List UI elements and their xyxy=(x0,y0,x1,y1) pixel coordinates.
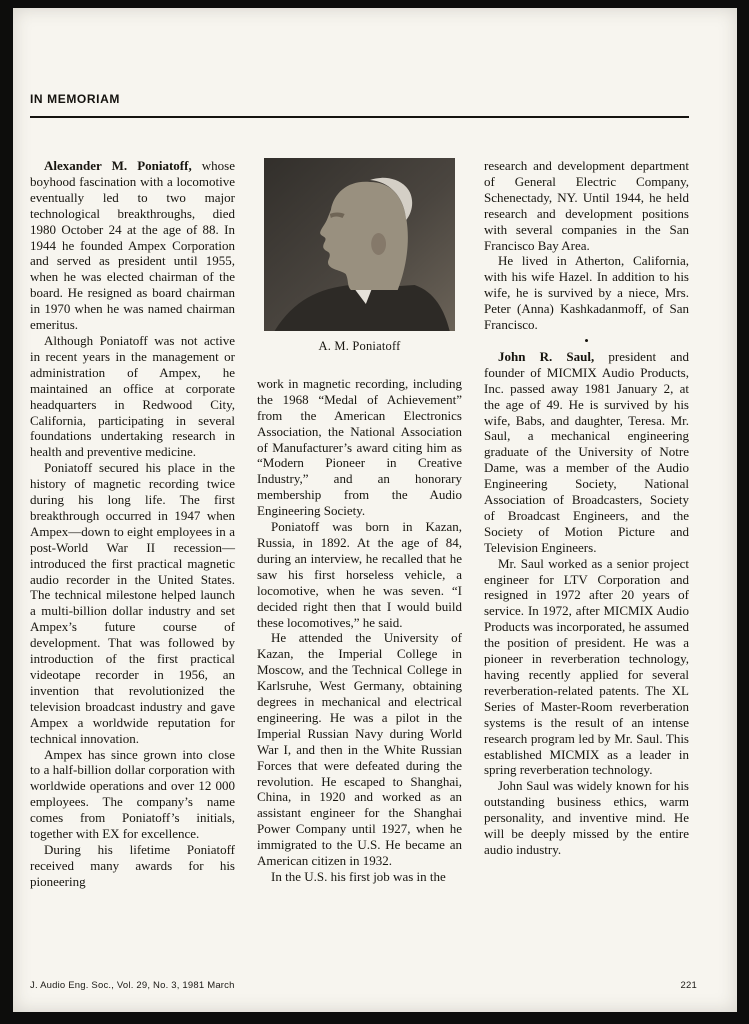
column-middle xyxy=(257,158,462,890)
paragraph-text: president and founder of MICMIX Audio Products, Inc. passed away 1981 January 2, at the age of 49. He is survived by his wife, Babs, and daughter, Teresa. Mr. Saul, a mechanical engineering graduate of the University of Notre Dame, was a member of the Audio Engineering Society, National Association of Broadcasters, Society of Broadcast Engineers, and the Society of Motion Picture and Television Engineers. xyxy=(484,348,689,555)
paragraph: Ampex has since grown into close to a half-billion dollar corporation with worldwide operations and over 12 000 employees. The company’s name comes from Poniatoff’s initials, together with EX for excellence. xyxy=(30,746,235,842)
article-columns xyxy=(13,118,737,890)
column-left xyxy=(30,158,235,890)
photo-caption: A. M. Poniatoff xyxy=(318,339,401,353)
portrait-figure xyxy=(257,158,462,355)
paragraph: Although Poniatoff was not active in recent years in the management or administration of Ampex, he maintained an office at corporate headquarters in Redwood City, California, participating in several foundations undertaking research in health and preventive medicine. xyxy=(30,332,235,460)
paragraph: John Saul was widely known for his outstanding business ethics, warm personality, and inventive mind. He will be deeply missed by the entire audio industry. xyxy=(484,778,689,857)
paragraph: research and development department of General Electric Company, Schenectady, NY. Until 1944, he held research and development positions with several companies in the San Francisco Bay Area. xyxy=(484,158,689,253)
paragraph: work in magnetic recording, including the 1968 “Medal of Achievement” from the American Electronics Association, the National Association of Manufacturer’s award citing him as “Modern Pioneer in Creative Industry,” and an honorary membership from the Audio Engineering Society. xyxy=(257,375,462,519)
obituary-poniatoff-paragraph xyxy=(30,158,235,333)
paragraph: He attended the University of Kazan, the Imperial College in Moscow, and the Technical College in Karlsruhe, West Germany, obtaining degrees in mechanical and electrical engineering. He was a pilot in the Imperial Russian Navy during World War I, and then in the White Russian Forces that were defeated during the revolution. He escaped to Shanghai, China, in 1920 and worked as an assistant engineer for the Shanghai Power Company until 1927, when he immigrated to the U.S. He became an American citizen in 1932. xyxy=(257,630,462,869)
obituary-saul-paragraph xyxy=(484,349,689,556)
page-number: 221 xyxy=(680,980,697,991)
paragraph: He lived in Atherton, California, with his wife Hazel. In addition to his wife, he is survived by a niece, Mrs. Peter (Anna) Kashkadanmoff, of San Francisco. xyxy=(484,253,689,333)
section-separator-bullet: • xyxy=(584,332,589,348)
paragraph: In the U.S. his first job was in the xyxy=(271,869,446,884)
paragraph: During his lifetime Poniatoff received many awards for his pioneering xyxy=(30,841,235,889)
obituary-saul-name: John R. Saul, xyxy=(498,348,595,364)
column-right xyxy=(484,158,689,890)
journal-citation: J. Audio Eng. Soc., Vol. 29, No. 3, 1981 March xyxy=(30,980,235,991)
masthead xyxy=(13,8,737,118)
section-title: IN MEMORIAM xyxy=(30,92,120,106)
paragraph: Poniatoff secured his place in the history of magnetic recording twice during his long life. The first breakthrough occurred in 1947 when Ampex—down to eight employees in a post-World War II recession—introduced the first practical magnetic audio recorder in the United States. The technical milestone helped launch a multi-billion dollar industry and set Ampex’s future course of development. That was followed by introduction of the first practical videotape recorder in 1956, an invention that revolutionized the television broadcast industry and gave Ampex a worldwide reputation for technical innovation. xyxy=(30,460,235,746)
portrait-photo xyxy=(264,158,455,331)
obituary-poniatoff-name: Alexander M. Poniatoff, xyxy=(44,158,192,173)
journal-page xyxy=(13,8,737,1012)
page-footer xyxy=(30,980,697,992)
paragraph-text: whose boyhood fascination with a locomotive eventually led to two major technological breakthroughs, died 1980 October 24 at the age of 88. In 1944 he founded Ampex Corporation and served as president until 1955, when he was elected chairman of the board. He resigned as board chairman in 1970 when he was named chairman emeritus. xyxy=(30,158,236,333)
portrait-photo-illustration xyxy=(264,158,455,331)
paragraph: Mr. Saul worked as a senior project engineer for LTV Corporation and resigned in 1972 after 20 years of service. In 1972, after MICMIX Audio Products was incorporated, he assumed the position of president. He was a pioneer in reverberation technology, having recently applied for several reverberation-related patents. The XL Series of Master-Room reverberation systems is the result of an intense research program led by Mr. Saul. This established MICMIX as a leader in spring reverberation technology. xyxy=(484,555,689,778)
paragraph: Poniatoff was born in Kazan, Russia, in 1892. At the age of 84, during an interview, he recalled that he saw his first horseless vehicle, a locomotive, when he was seven. “I decided right then that I would build these locomotives,” he said. xyxy=(257,519,462,630)
